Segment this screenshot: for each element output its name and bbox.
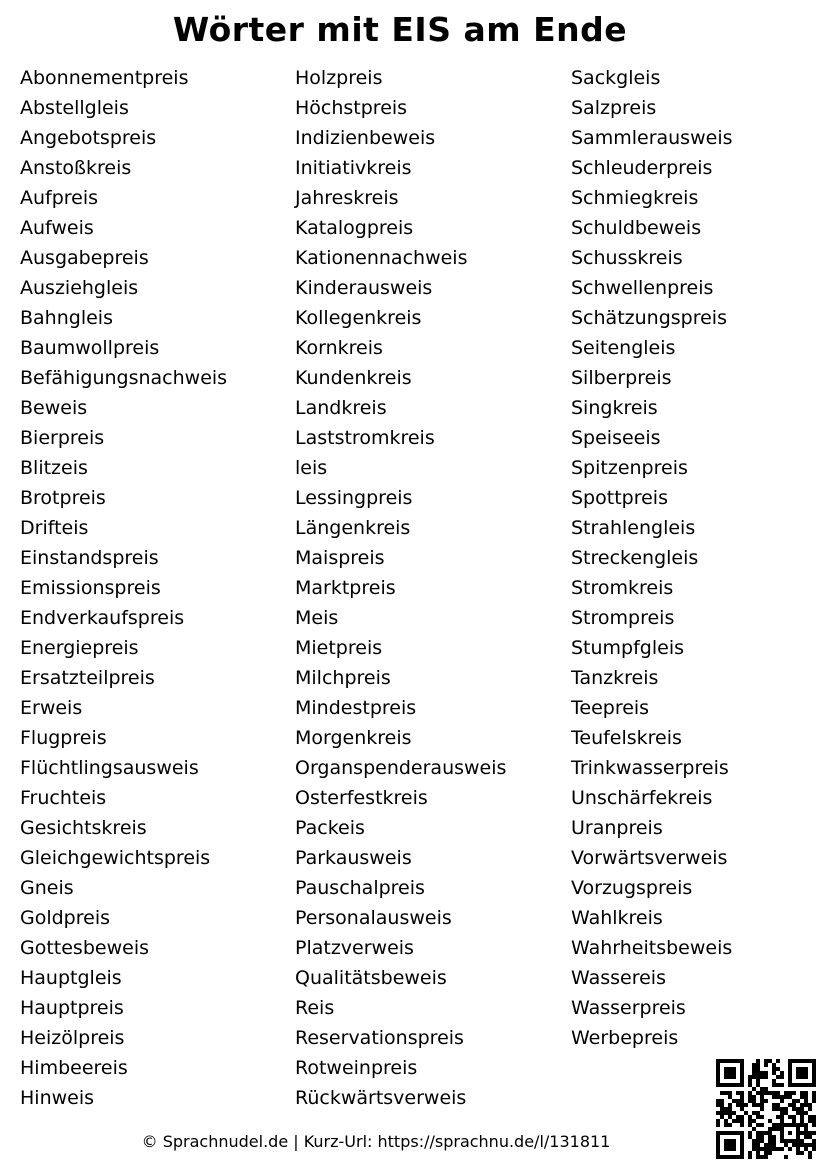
word-item: Seitengleis: [571, 337, 676, 359]
word-item: Organspenderausweis: [295, 757, 507, 779]
word-item: Indizienbeweis: [295, 127, 436, 149]
word-item: Strahlengleis: [571, 517, 696, 539]
word-item: Heizölpreis: [20, 1027, 125, 1049]
word-item: Hauptgleis: [20, 967, 122, 989]
word-item: Lessingpreis: [295, 487, 413, 509]
word-item: Mindestpreis: [295, 697, 417, 719]
word-item: Wasserpreis: [571, 997, 686, 1019]
word-item: Schmiegkreis: [571, 187, 699, 209]
word-item: Bahngleis: [20, 307, 113, 329]
word-item: Flugpreis: [20, 727, 107, 749]
word-item: Bierpreis: [20, 427, 105, 449]
word-item: Reservationspreis: [295, 1027, 464, 1049]
word-item: Gleichgewichtspreis: [20, 847, 211, 869]
word-item: Vorzugspreis: [571, 877, 693, 899]
word-item: Schätzungspreis: [571, 307, 727, 329]
word-item: Schwellenpreis: [571, 277, 714, 299]
word-item: Energiepreis: [20, 637, 139, 659]
footer-credit: © Sprachnudel.de | Kurz-Url: https://sprachnu.de/l/131811: [141, 1132, 611, 1151]
word-item: Kornkreis: [295, 337, 383, 359]
word-item: Kundenkreis: [295, 367, 412, 389]
word-item: Tanzkreis: [571, 667, 659, 689]
word-item: leis: [295, 457, 328, 479]
word-item: Maispreis: [295, 547, 385, 569]
word-item: Hauptpreis: [20, 997, 124, 1019]
word-item: Beweis: [20, 397, 88, 419]
word-item: Jahreskreis: [295, 187, 399, 209]
word-item: Werbepreis: [571, 1027, 679, 1049]
word-item: Katalogpreis: [295, 217, 414, 239]
word-item: Milchpreis: [295, 667, 391, 689]
word-item: Wahlkreis: [571, 907, 663, 929]
word-item: Spottpreis: [571, 487, 668, 509]
word-item: Blitzeis: [20, 457, 88, 479]
word-item: Marktpreis: [295, 577, 396, 599]
word-item: Landkreis: [295, 397, 387, 419]
word-item: Singkreis: [571, 397, 658, 419]
word-item: Pauschalpreis: [295, 877, 425, 899]
word-item: Endverkaufspreis: [20, 607, 185, 629]
word-item: Erweis: [20, 697, 83, 719]
word-item: Unschärfekreis: [571, 787, 713, 809]
word-item: Aufpreis: [20, 187, 99, 209]
word-item: Vorwärtsverweis: [571, 847, 728, 869]
word-item: Gneis: [20, 877, 74, 899]
word-item: Kollegenkreis: [295, 307, 422, 329]
word-item: Teufelskreis: [571, 727, 682, 749]
word-item: Spitzenpreis: [571, 457, 688, 479]
word-item: Laststromkreis: [295, 427, 435, 449]
word-item: Platzverweis: [295, 937, 414, 959]
word-item: Packeis: [295, 817, 365, 839]
word-item: Qualitätsbeweis: [295, 967, 447, 989]
word-item: Schusskreis: [571, 247, 683, 269]
word-item: Sackgleis: [571, 67, 661, 89]
word-item: Gottesbeweis: [20, 937, 149, 959]
word-column-2: [295, 63, 506, 1113]
word-item: Schuldbeweis: [571, 217, 702, 239]
word-item: Mietpreis: [295, 637, 383, 659]
word-item: Stumpfgleis: [571, 637, 685, 659]
word-item: Fruchteis: [20, 787, 107, 809]
word-item: Flüchtlingsausweis: [20, 757, 199, 779]
word-item: Schleuderpreis: [571, 157, 713, 179]
word-column-1: [20, 63, 227, 1113]
word-item: Holzpreis: [295, 67, 383, 89]
word-item: Uranpreis: [571, 817, 663, 839]
word-item: Wahrheitsbeweis: [571, 937, 733, 959]
word-item: Baumwollpreis: [20, 337, 160, 359]
word-item: Abstellgleis: [20, 97, 129, 119]
word-item: Initiativkreis: [295, 157, 412, 179]
word-item: Gesichtskreis: [20, 817, 147, 839]
word-item: Morgenkreis: [295, 727, 412, 749]
word-item: Streckengleis: [571, 547, 699, 569]
word-item: Sammlerausweis: [571, 127, 733, 149]
word-item: Teepreis: [571, 697, 650, 719]
word-item: Hinweis: [20, 1087, 95, 1109]
word-item: Kinderausweis: [295, 277, 433, 299]
word-item: Drifteis: [20, 517, 89, 539]
word-item: Strompreis: [571, 607, 675, 629]
word-item: Trinkwasserpreis: [571, 757, 729, 779]
word-item: Salzpreis: [571, 97, 657, 119]
word-item: Wassereis: [571, 967, 666, 989]
word-item: Rotweinpreis: [295, 1057, 418, 1079]
word-item: Parkausweis: [295, 847, 412, 869]
word-item: Höchstpreis: [295, 97, 408, 119]
word-item: Angebotspreis: [20, 127, 157, 149]
word-item: Befähigungsnachweis: [20, 367, 228, 389]
word-item: Längenkreis: [295, 517, 411, 539]
word-item: Speiseeis: [571, 427, 661, 449]
word-item: Emissionspreis: [20, 577, 161, 599]
word-item: Ausziehgleis: [20, 277, 139, 299]
word-item: Osterfestkreis: [295, 787, 428, 809]
word-item: Personalausweis: [295, 907, 452, 929]
word-item: Abonnementpreis: [20, 67, 189, 89]
word-item: Kationennachweis: [295, 247, 468, 269]
page-title: Wörter mit EIS am Ende: [172, 10, 628, 49]
word-item: Einstandspreis: [20, 547, 159, 569]
word-item: Himbeereis: [20, 1057, 128, 1079]
word-item: Ersatzteilpreis: [20, 667, 155, 689]
word-item: Aufweis: [20, 217, 94, 239]
word-column-3: [571, 63, 733, 1053]
word-item: Anstoßkreis: [20, 157, 132, 179]
word-item: Ausgabepreis: [20, 247, 149, 269]
word-item: Brotpreis: [20, 487, 106, 509]
word-item: Meis: [295, 607, 339, 629]
word-item: Reis: [295, 997, 335, 1019]
word-item: Stromkreis: [571, 577, 674, 599]
word-item: Rückwärtsverweis: [295, 1087, 467, 1109]
word-item: Silberpreis: [571, 367, 672, 389]
word-item: Goldpreis: [20, 907, 111, 929]
